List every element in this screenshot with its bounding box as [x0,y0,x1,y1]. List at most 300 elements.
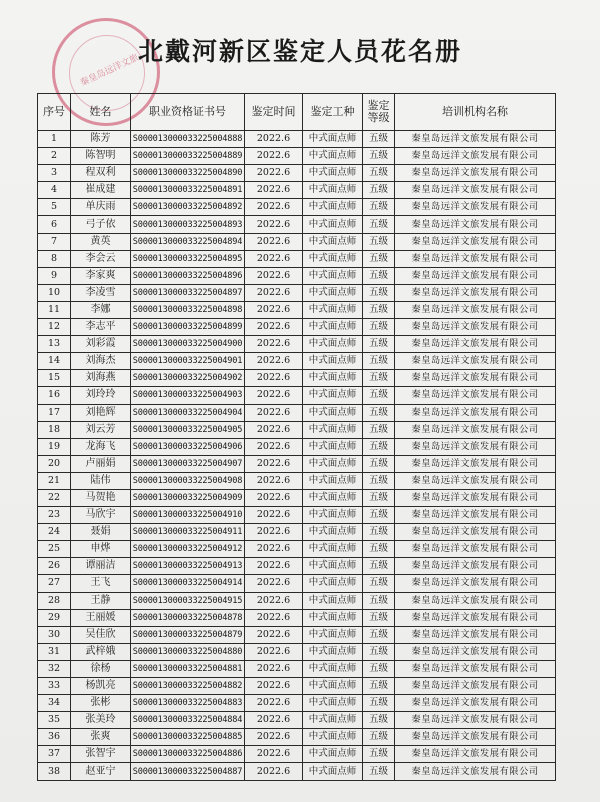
person-name: 刘玲玲 [71,387,131,404]
appraisal-date: 2022.6 [245,524,303,541]
person-name: 张爽 [71,729,131,746]
training-institution: 秦皇岛远洋文旅发展有限公司 [395,643,556,660]
document-title: 北戴河新区鉴定人员花名册 [137,37,462,66]
row-number: 27 [38,575,71,592]
trade-type: 中式面点师 [303,284,363,301]
training-institution: 秦皇岛远洋文旅发展有限公司 [395,370,556,387]
appraisal-date: 2022.6 [245,301,303,318]
certificate-number: S000013000033225004908 [131,472,245,489]
appraisal-date: 2022.6 [245,592,303,609]
training-institution: 秦皇岛远洋文旅发展有限公司 [395,712,556,729]
table-row [38,558,556,575]
training-institution: 秦皇岛远洋文旅发展有限公司 [395,131,556,148]
table-row [38,609,556,626]
appraisal-date: 2022.6 [245,165,303,182]
skill-level: 五级 [363,472,395,489]
skill-level: 五级 [363,216,395,233]
table-row [38,199,556,216]
table-row [38,524,556,541]
person-name: 申烨 [71,541,131,558]
trade-type: 中式面点师 [303,353,363,370]
appraisal-date: 2022.6 [245,763,303,780]
trade-type: 中式面点师 [303,301,363,318]
person-name: 刘艳辉 [71,404,131,421]
trade-type: 中式面点师 [303,165,363,182]
skill-level: 五级 [363,421,395,438]
skill-level: 五级 [363,165,395,182]
training-institution: 秦皇岛远洋文旅发展有限公司 [395,592,556,609]
appraisal-date: 2022.6 [245,575,303,592]
skill-level: 五级 [363,370,395,387]
trade-type: 中式面点师 [303,609,363,626]
person-name: 张智宇 [71,746,131,763]
row-number: 34 [38,695,71,712]
training-institution: 秦皇岛远洋文旅发展有限公司 [395,695,556,712]
row-number: 24 [38,524,71,541]
appraisal-date: 2022.6 [245,370,303,387]
skill-level: 五级 [363,353,395,370]
certificate-number: S000013000033225004882 [131,678,245,695]
header-name: 姓名 [71,94,131,131]
row-number: 6 [38,216,71,233]
certificate-number: S000013000033225004880 [131,643,245,660]
table-row [38,763,556,780]
certificate-number: S000013000033225004897 [131,284,245,301]
training-institution: 秦皇岛远洋文旅发展有限公司 [395,182,556,199]
skill-level: 五级 [363,267,395,284]
appraisal-date: 2022.6 [245,541,303,558]
roster-body [38,131,556,781]
row-number: 18 [38,421,71,438]
certificate-number: S000013000033225004913 [131,558,245,575]
person-name: 李娜 [71,301,131,318]
trade-type: 中式面点师 [303,541,363,558]
header-org: 培训机构名称 [395,94,556,131]
certificate-number: S000013000033225004902 [131,370,245,387]
certificate-number: S000013000033225004901 [131,353,245,370]
table-row [38,216,556,233]
appraisal-date: 2022.6 [245,404,303,421]
row-number: 7 [38,233,71,250]
trade-type: 中式面点师 [303,763,363,780]
certificate-number: S000013000033225004904 [131,404,245,421]
skill-level: 五级 [363,626,395,643]
header-trade: 鉴定工种 [303,94,363,131]
training-institution: 秦皇岛远洋文旅发展有限公司 [395,763,556,780]
person-name: 李志平 [71,319,131,336]
trade-type: 中式面点师 [303,387,363,404]
trade-type: 中式面点师 [303,199,363,216]
row-number: 28 [38,592,71,609]
appraisal-date: 2022.6 [245,609,303,626]
appraisal-date: 2022.6 [245,695,303,712]
person-name: 谭丽洁 [71,558,131,575]
person-name: 李会云 [71,250,131,267]
training-institution: 秦皇岛远洋文旅发展有限公司 [395,387,556,404]
row-number: 9 [38,267,71,284]
training-institution: 秦皇岛远洋文旅发展有限公司 [395,626,556,643]
appraisal-date: 2022.6 [245,199,303,216]
certificate-number: S000013000033225004893 [131,216,245,233]
appraisal-date: 2022.6 [245,353,303,370]
training-institution: 秦皇岛远洋文旅发展有限公司 [395,421,556,438]
skill-level: 五级 [363,763,395,780]
person-name: 崔成建 [71,182,131,199]
training-institution: 秦皇岛远洋文旅发展有限公司 [395,455,556,472]
row-number: 4 [38,182,71,199]
person-name: 陆伟 [71,472,131,489]
row-number: 13 [38,336,71,353]
trade-type: 中式面点师 [303,267,363,284]
trade-type: 中式面点师 [303,746,363,763]
row-number: 31 [38,643,71,660]
skill-level: 五级 [363,319,395,336]
training-institution: 秦皇岛远洋文旅发展有限公司 [395,267,556,284]
appraisal-date: 2022.6 [245,131,303,148]
skill-level: 五级 [363,301,395,318]
skill-level: 五级 [363,250,395,267]
skill-level: 五级 [363,284,395,301]
row-number: 29 [38,609,71,626]
certificate-number: S000013000033225004879 [131,626,245,643]
trade-type: 中式面点师 [303,660,363,677]
person-name: 黄英 [71,233,131,250]
table-row [38,148,556,165]
appraisal-date: 2022.6 [245,267,303,284]
skill-level: 五级 [363,387,395,404]
appraisal-date: 2022.6 [245,182,303,199]
appraisal-date: 2022.6 [245,438,303,455]
certificate-number: S000013000033225004912 [131,541,245,558]
skill-level: 五级 [363,489,395,506]
training-institution: 秦皇岛远洋文旅发展有限公司 [395,233,556,250]
row-number: 19 [38,438,71,455]
table-row [38,695,556,712]
person-name: 李家爽 [71,267,131,284]
skill-level: 五级 [363,541,395,558]
trade-type: 中式面点师 [303,404,363,421]
trade-type: 中式面点师 [303,575,363,592]
table-row [38,165,556,182]
skill-level: 五级 [363,643,395,660]
training-institution: 秦皇岛远洋文旅发展有限公司 [395,250,556,267]
certificate-number: S000013000033225004881 [131,660,245,677]
row-number: 5 [38,199,71,216]
trade-type: 中式面点师 [303,216,363,233]
skill-level: 五级 [363,182,395,199]
training-institution: 秦皇岛远洋文旅发展有限公司 [395,216,556,233]
table-row [38,507,556,524]
row-number: 8 [38,250,71,267]
certificate-number: S000013000033225004890 [131,165,245,182]
certificate-number: S000013000033225004886 [131,746,245,763]
trade-type: 中式面点师 [303,233,363,250]
person-name: 张彬 [71,695,131,712]
skill-level: 五级 [363,199,395,216]
trade-type: 中式面点师 [303,438,363,455]
row-number: 32 [38,660,71,677]
skill-level: 五级 [363,148,395,165]
person-name: 卢丽娟 [71,455,131,472]
certificate-number: S000013000033225004907 [131,455,245,472]
training-institution: 秦皇岛远洋文旅发展有限公司 [395,353,556,370]
trade-type: 中式面点师 [303,489,363,506]
training-institution: 秦皇岛远洋文旅发展有限公司 [395,319,556,336]
person-name: 王丽媛 [71,609,131,626]
row-number: 36 [38,729,71,746]
table-row [38,455,556,472]
row-number: 11 [38,301,71,318]
appraisal-date: 2022.6 [245,660,303,677]
row-number: 30 [38,626,71,643]
trade-type: 中式面点师 [303,592,363,609]
certificate-number: S000013000033225004894 [131,233,245,250]
skill-level: 五级 [363,507,395,524]
certificate-number: S000013000033225004896 [131,267,245,284]
table-row [38,678,556,695]
person-name: 刘海杰 [71,353,131,370]
person-name: 马欣宇 [71,507,131,524]
header-no: 序号 [38,94,71,131]
header-date: 鉴定时间 [245,94,303,131]
skill-level: 五级 [363,660,395,677]
appraisal-date: 2022.6 [245,746,303,763]
certificate-number: S000013000033225004899 [131,319,245,336]
appraisal-date: 2022.6 [245,729,303,746]
table-row [38,489,556,506]
appraisal-date: 2022.6 [245,284,303,301]
appraisal-date: 2022.6 [245,712,303,729]
trade-type: 中式面点师 [303,558,363,575]
certificate-number: S000013000033225004906 [131,438,245,455]
trade-type: 中式面点师 [303,182,363,199]
appraisal-date: 2022.6 [245,558,303,575]
certificate-number: S000013000033225004888 [131,131,245,148]
certificate-number: S000013000033225004884 [131,712,245,729]
training-institution: 秦皇岛远洋文旅发展有限公司 [395,284,556,301]
certificate-number: S000013000033225004910 [131,507,245,524]
training-institution: 秦皇岛远洋文旅发展有限公司 [395,558,556,575]
trade-type: 中式面点师 [303,524,363,541]
training-institution: 秦皇岛远洋文旅发展有限公司 [395,404,556,421]
table-row [38,387,556,404]
certificate-number: S000013000033225004914 [131,575,245,592]
person-name: 王静 [71,592,131,609]
row-number: 1 [38,131,71,148]
appraisal-date: 2022.6 [245,216,303,233]
certificate-number: S000013000033225004889 [131,148,245,165]
certificate-number: S000013000033225004878 [131,609,245,626]
table-row [38,336,556,353]
training-institution: 秦皇岛远洋文旅发展有限公司 [395,541,556,558]
table-row [38,575,556,592]
training-institution: 秦皇岛远洋文旅发展有限公司 [395,472,556,489]
table-row [38,182,556,199]
appraisal-date: 2022.6 [245,250,303,267]
trade-type: 中式面点师 [303,472,363,489]
trade-type: 中式面点师 [303,455,363,472]
row-number: 21 [38,472,71,489]
table-row [38,284,556,301]
roster-table [37,93,556,781]
person-name: 聂娟 [71,524,131,541]
person-name: 弓子依 [71,216,131,233]
certificate-number: S000013000033225004892 [131,199,245,216]
table-row [38,421,556,438]
skill-level: 五级 [363,592,395,609]
certificate-number: S000013000033225004891 [131,182,245,199]
appraisal-date: 2022.6 [245,643,303,660]
person-name: 陈智明 [71,148,131,165]
skill-level: 五级 [363,678,395,695]
trade-type: 中式面点师 [303,148,363,165]
certificate-number: S000013000033225004915 [131,592,245,609]
trade-type: 中式面点师 [303,729,363,746]
skill-level: 五级 [363,455,395,472]
skill-level: 五级 [363,712,395,729]
person-name: 李凌雪 [71,284,131,301]
skill-level: 五级 [363,438,395,455]
skill-level: 五级 [363,746,395,763]
training-institution: 秦皇岛远洋文旅发展有限公司 [395,336,556,353]
table-row [38,233,556,250]
table-row [38,643,556,660]
trade-type: 中式面点师 [303,678,363,695]
appraisal-date: 2022.6 [245,336,303,353]
training-institution: 秦皇岛远洋文旅发展有限公司 [395,524,556,541]
training-institution: 秦皇岛远洋文旅发展有限公司 [395,489,556,506]
table-row [38,438,556,455]
appraisal-date: 2022.6 [245,233,303,250]
training-institution: 秦皇岛远洋文旅发展有限公司 [395,301,556,318]
skill-level: 五级 [363,609,395,626]
table-row [38,250,556,267]
appraisal-date: 2022.6 [245,455,303,472]
training-institution: 秦皇岛远洋文旅发展有限公司 [395,199,556,216]
trade-type: 中式面点师 [303,421,363,438]
appraisal-date: 2022.6 [245,421,303,438]
trade-type: 中式面点师 [303,131,363,148]
person-name: 单庆雨 [71,199,131,216]
certificate-number: S000013000033225004895 [131,250,245,267]
skill-level: 五级 [363,575,395,592]
skill-level: 五级 [363,558,395,575]
appraisal-date: 2022.6 [245,678,303,695]
seal-text: 秦皇岛远洋文旅 [78,53,141,89]
appraisal-date: 2022.6 [245,626,303,643]
person-name: 马贺艳 [71,489,131,506]
appraisal-date: 2022.6 [245,507,303,524]
row-number: 12 [38,319,71,336]
row-number: 2 [38,148,71,165]
training-institution: 秦皇岛远洋文旅发展有限公司 [395,609,556,626]
training-institution: 秦皇岛远洋文旅发展有限公司 [395,575,556,592]
table-row [38,404,556,421]
table-row [38,370,556,387]
skill-level: 五级 [363,233,395,250]
person-name: 吴佳欣 [71,626,131,643]
person-name: 武梓娥 [71,643,131,660]
trade-type: 中式面点师 [303,336,363,353]
table-row [38,301,556,318]
table-row [38,746,556,763]
person-name: 赵亚宁 [71,763,131,780]
person-name: 王飞 [71,575,131,592]
skill-level: 五级 [363,729,395,746]
person-name: 刘彩霞 [71,336,131,353]
table-row [38,131,556,148]
appraisal-date: 2022.6 [245,489,303,506]
row-number: 15 [38,370,71,387]
table-row [38,541,556,558]
table-row [38,712,556,729]
training-institution: 秦皇岛远洋文旅发展有限公司 [395,678,556,695]
person-name: 刘海燕 [71,370,131,387]
training-institution: 秦皇岛远洋文旅发展有限公司 [395,165,556,182]
table-row [38,267,556,284]
person-name: 徐杨 [71,660,131,677]
trade-type: 中式面点师 [303,695,363,712]
row-number: 26 [38,558,71,575]
person-name: 杨凯亮 [71,678,131,695]
header-row [38,94,556,131]
row-number: 23 [38,507,71,524]
header-cert: 职业资格证书号 [131,94,245,131]
trade-type: 中式面点师 [303,626,363,643]
row-number: 37 [38,746,71,763]
training-institution: 秦皇岛远洋文旅发展有限公司 [395,729,556,746]
trade-type: 中式面点师 [303,643,363,660]
row-number: 33 [38,678,71,695]
row-number: 20 [38,455,71,472]
person-name: 刘云芳 [71,421,131,438]
trade-type: 中式面点师 [303,712,363,729]
row-number: 38 [38,763,71,780]
training-institution: 秦皇岛远洋文旅发展有限公司 [395,746,556,763]
row-number: 16 [38,387,71,404]
certificate-number: S000013000033225004911 [131,524,245,541]
certificate-number: S000013000033225004900 [131,336,245,353]
row-number: 10 [38,284,71,301]
training-institution: 秦皇岛远洋文旅发展有限公司 [395,438,556,455]
training-institution: 秦皇岛远洋文旅发展有限公司 [395,507,556,524]
certificate-number: S000013000033225004903 [131,387,245,404]
table-row [38,592,556,609]
training-institution: 秦皇岛远洋文旅发展有限公司 [395,148,556,165]
table-row [38,353,556,370]
certificate-number: S000013000033225004885 [131,729,245,746]
row-number: 3 [38,165,71,182]
appraisal-date: 2022.6 [245,319,303,336]
table-row [38,660,556,677]
person-name: 龙海飞 [71,438,131,455]
skill-level: 五级 [363,404,395,421]
person-name: 张美玲 [71,712,131,729]
training-institution: 秦皇岛远洋文旅发展有限公司 [395,660,556,677]
row-number: 17 [38,404,71,421]
certificate-number: S000013000033225004898 [131,301,245,318]
certificate-number: S000013000033225004887 [131,763,245,780]
header-level: 鉴定等级 [363,94,395,131]
appraisal-date: 2022.6 [245,472,303,489]
row-number: 35 [38,712,71,729]
row-number: 25 [38,541,71,558]
certificate-number: S000013000033225004883 [131,695,245,712]
skill-level: 五级 [363,131,395,148]
skill-level: 五级 [363,695,395,712]
certificate-number: S000013000033225004909 [131,489,245,506]
skill-level: 五级 [363,336,395,353]
